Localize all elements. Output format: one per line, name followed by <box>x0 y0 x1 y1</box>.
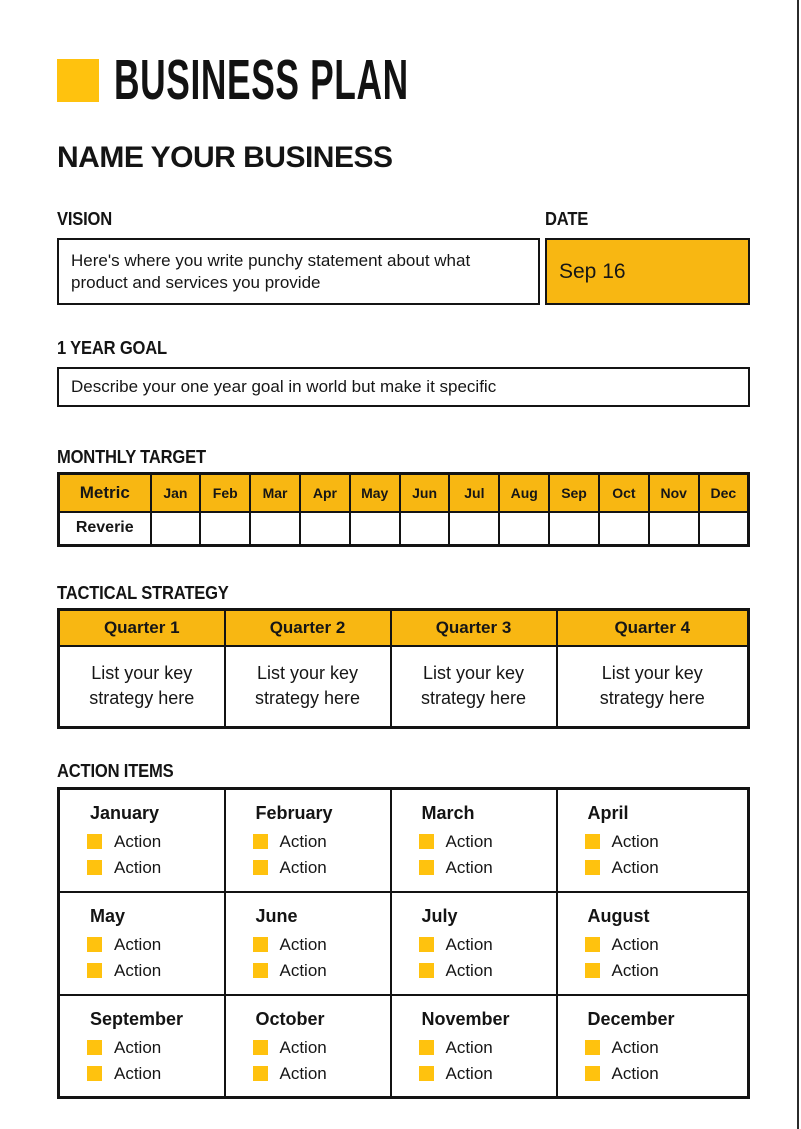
action-item[interactable]: Action <box>87 1039 216 1056</box>
checkbox-icon <box>419 1066 434 1081</box>
month-header-sep: Sep <box>549 474 599 512</box>
action-item[interactable]: Action <box>585 1065 740 1082</box>
month-header-mar: Mar <box>250 474 300 512</box>
metric-value-cell[interactable] <box>350 512 400 546</box>
action-item[interactable]: Action <box>87 859 216 876</box>
month-header-dec: Dec <box>699 474 749 512</box>
quarter-4-header: Quarter 4 <box>557 610 749 646</box>
action-items-table <box>57 787 750 1099</box>
year-goal-label: 1 YEAR GOAL <box>57 338 167 358</box>
action-row-q1 <box>59 789 749 892</box>
month-header-feb: Feb <box>200 474 250 512</box>
checkbox-icon <box>253 860 268 875</box>
checkbox-icon <box>585 1040 600 1055</box>
action-month-title: September <box>90 1008 184 1029</box>
action-items-label: ACTION ITEMS <box>57 761 174 781</box>
action-item[interactable]: Action <box>585 833 740 850</box>
year-goal-section <box>57 338 750 407</box>
tactical-strategy-section <box>57 583 750 729</box>
action-item[interactable]: Action <box>585 1039 740 1056</box>
quarter-strategy-row <box>59 646 749 728</box>
quarter-1-strategy-field[interactable]: List your key strategy here <box>59 646 225 728</box>
metric-value-cell[interactable] <box>200 512 250 546</box>
action-cell-july <box>391 892 557 995</box>
checkbox-icon <box>419 1040 434 1055</box>
checkbox-icon <box>585 860 600 875</box>
month-header-jul: Jul <box>449 474 499 512</box>
action-item[interactable]: Action <box>87 962 216 979</box>
month-header-apr: Apr <box>300 474 350 512</box>
vision-label: VISION <box>57 209 113 229</box>
year-goal-field[interactable]: Describe your one year goal in world but make it specific <box>57 367 750 407</box>
monthly-header-row <box>59 474 749 512</box>
action-cell-april <box>557 789 749 892</box>
month-header-aug: Aug <box>499 474 549 512</box>
checkbox-icon <box>253 937 268 952</box>
action-item[interactable]: Action <box>253 936 382 953</box>
action-cell-february <box>225 789 391 892</box>
monthly-target-table <box>57 472 750 547</box>
action-cell-august <box>557 892 749 995</box>
vision-date-section <box>57 209 750 305</box>
month-header-oct: Oct <box>599 474 649 512</box>
date-field[interactable]: Sep 16 <box>545 238 750 305</box>
action-cell-march <box>391 789 557 892</box>
action-item[interactable]: Action <box>419 1039 548 1056</box>
action-item[interactable]: Action <box>585 859 740 876</box>
quarter-1-header: Quarter 1 <box>59 610 225 646</box>
action-month-title: November <box>421 1008 510 1029</box>
quarter-2-header: Quarter 2 <box>225 610 391 646</box>
action-item[interactable]: Action <box>419 936 548 953</box>
action-month-title: July <box>421 905 458 926</box>
action-month-title: March <box>421 803 475 823</box>
checkbox-icon <box>585 834 600 849</box>
month-header-jan: Jan <box>151 474 201 512</box>
checkbox-icon <box>585 937 600 952</box>
action-cell-june <box>225 892 391 995</box>
quarter-3-header: Quarter 3 <box>391 610 557 646</box>
action-month-title: February <box>255 803 333 823</box>
action-row-q2 <box>59 892 749 995</box>
action-item[interactable]: Action <box>253 962 382 979</box>
checkbox-icon <box>419 963 434 978</box>
metric-value-cell[interactable] <box>250 512 300 546</box>
metric-value-cell[interactable] <box>449 512 499 546</box>
vision-field[interactable]: Here's where you write punchy statement about what product and services you provide <box>57 238 540 305</box>
business-name-heading: NAME YOUR BUSINESS <box>57 141 393 174</box>
page-title: BUSINESS PLAN <box>114 48 409 112</box>
metric-value-cell[interactable] <box>300 512 350 546</box>
quarter-header-row <box>59 610 749 646</box>
checkbox-icon <box>419 860 434 875</box>
checkbox-icon <box>419 834 434 849</box>
logo-square-icon <box>57 59 99 102</box>
metric-value-cell[interactable] <box>151 512 201 546</box>
action-item[interactable]: Action <box>87 936 216 953</box>
checkbox-icon <box>253 1066 268 1081</box>
checkbox-icon <box>419 937 434 952</box>
action-cell-january <box>59 789 225 892</box>
action-item[interactable]: Action <box>253 859 382 876</box>
metric-value-cell[interactable] <box>549 512 599 546</box>
monthly-target-label: MONTHLY TARGET <box>57 447 206 467</box>
checkbox-icon <box>585 1066 600 1081</box>
action-cell-october <box>225 995 391 1098</box>
action-cell-september <box>59 995 225 1098</box>
action-month-title: May <box>90 905 126 926</box>
action-cell-november <box>391 995 557 1098</box>
checkbox-icon <box>253 963 268 978</box>
month-header-may: May <box>350 474 400 512</box>
metric-value-cell[interactable] <box>599 512 649 546</box>
metric-column-header: Metric <box>59 474 151 512</box>
action-item[interactable]: Action <box>253 833 382 850</box>
checkbox-icon <box>253 1040 268 1055</box>
action-month-title: December <box>587 1008 675 1029</box>
action-month-title: October <box>255 1008 325 1029</box>
action-items-section <box>57 761 750 1099</box>
metric-value-cell[interactable] <box>499 512 549 546</box>
month-header-jun: Jun <box>400 474 450 512</box>
metric-row <box>59 512 749 546</box>
checkbox-icon <box>87 963 102 978</box>
action-item[interactable]: Action <box>253 1039 382 1056</box>
checkbox-icon <box>87 860 102 875</box>
action-item[interactable]: Action <box>585 962 740 979</box>
action-month-title: April <box>587 803 629 823</box>
date-label: DATE <box>545 209 589 229</box>
action-item[interactable]: Action <box>419 833 548 850</box>
action-month-title: January <box>90 803 160 823</box>
month-header-nov: Nov <box>649 474 699 512</box>
action-item[interactable]: Action <box>253 1065 382 1082</box>
action-cell-december <box>557 995 749 1098</box>
checkbox-icon <box>87 1066 102 1081</box>
action-cell-may <box>59 892 225 995</box>
action-item[interactable]: Action <box>419 962 548 979</box>
checkbox-icon <box>585 963 600 978</box>
monthly-target-section <box>57 447 750 547</box>
checkbox-icon <box>87 1040 102 1055</box>
tactical-strategy-table <box>57 608 750 729</box>
header <box>57 48 750 112</box>
tactical-strategy-label: TACTICAL STRATEGY <box>57 583 229 603</box>
metric-value-cell[interactable] <box>649 512 699 546</box>
action-item[interactable]: Action <box>87 1065 216 1082</box>
metric-name-cell: Reverie <box>59 512 151 546</box>
page-edge-line <box>797 0 799 1129</box>
action-month-title: June <box>255 905 298 926</box>
metric-value-cell[interactable] <box>699 512 749 546</box>
checkbox-icon <box>253 834 268 849</box>
action-item[interactable]: Action <box>419 1065 548 1082</box>
checkbox-icon <box>87 834 102 849</box>
action-item[interactable]: Action <box>585 936 740 953</box>
quarter-2-strategy-field[interactable]: List your key strategy here <box>225 646 391 728</box>
action-month-title: August <box>587 905 650 926</box>
checkbox-icon <box>87 937 102 952</box>
metric-value-cell[interactable] <box>400 512 450 546</box>
quarter-4-strategy-field[interactable]: List your key strategy here <box>557 646 749 728</box>
action-item[interactable]: Action <box>87 833 216 850</box>
action-item[interactable]: Action <box>419 859 548 876</box>
action-row-q3 <box>59 995 749 1098</box>
quarter-3-strategy-field[interactable]: List your key strategy here <box>391 646 557 728</box>
